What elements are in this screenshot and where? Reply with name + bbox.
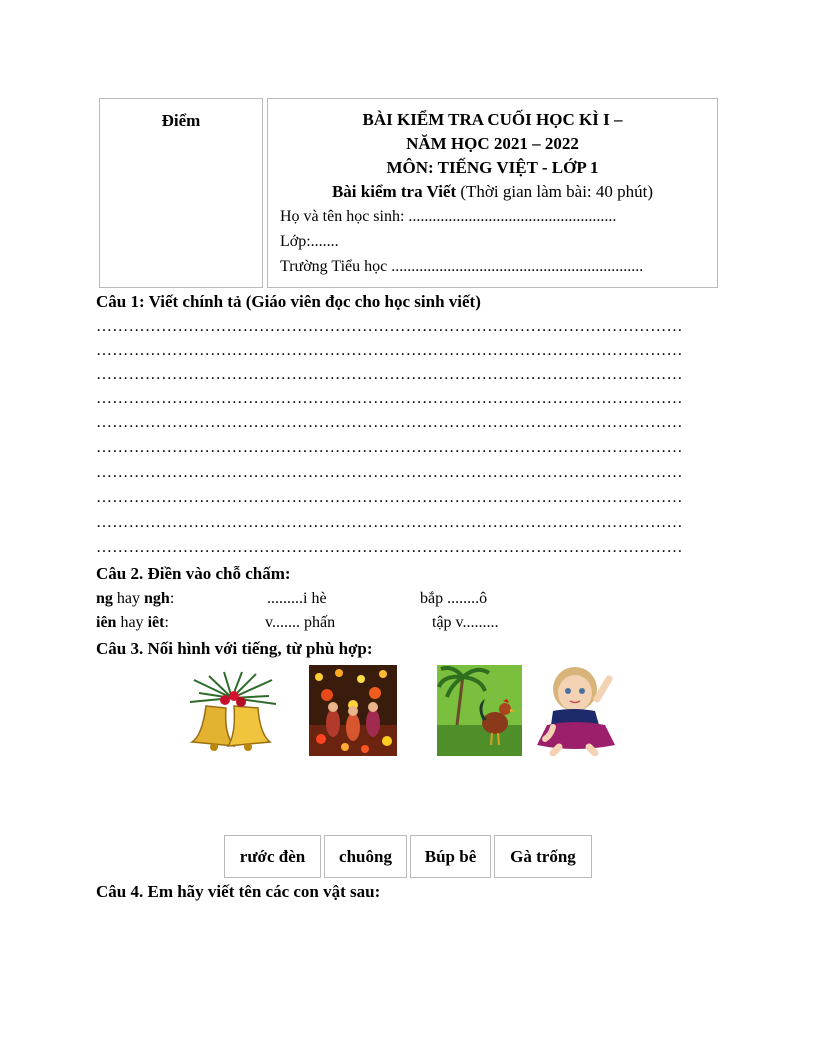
rule-or: hay <box>112 590 145 607</box>
word-box-ga-trong: Gà trống <box>494 835 592 878</box>
writing-line: ……………………………………………………………………………………………… <box>96 366 683 383</box>
rule-ngh: ngh <box>144 590 170 607</box>
student-name-field: Họ và tên học sinh: .................................................... <box>280 208 617 225</box>
bells-image <box>184 668 281 756</box>
rule-ien: iên <box>96 614 117 631</box>
subtitle-rest: (Thời gian làm bài: 40 phút) <box>456 182 654 201</box>
exam-title-line3: MÔN: TIẾNG VIỆT - LỚP 1 <box>386 158 599 177</box>
writing-line: ……………………………………………………………………………………………… <box>96 318 683 335</box>
fill-item: .........i hè <box>267 590 327 607</box>
class-field: Lớp:....... <box>280 233 339 250</box>
subtitle-bold: Bài kiểm tra Viết <box>331 182 457 201</box>
writing-line: ……………………………………………………………………………………………… <box>96 342 683 359</box>
question-4-title: Câu 4. Em hãy viết tên các con vật sau: <box>96 882 381 901</box>
word-box-chuong: chuông <box>324 835 407 878</box>
fill-item: v....... phấn <box>265 614 336 631</box>
doll-image <box>523 665 632 756</box>
score-box <box>99 98 263 288</box>
rule-colon: : <box>164 614 169 631</box>
fill-item: tập v......... <box>432 614 499 631</box>
exam-title-line1: BÀI KIỂM TRA CUỐI HỌC KÌ I – <box>362 110 623 129</box>
rule-ng: ng <box>96 590 113 607</box>
title-box <box>267 98 718 288</box>
fill-row-1-label <box>96 590 174 608</box>
writing-line: ……………………………………………………………………………………………… <box>96 439 683 456</box>
writing-line: ……………………………………………………………………………………………… <box>96 414 683 431</box>
rule-colon: : <box>169 590 175 607</box>
word-box-ruoc-den: rước đèn <box>224 835 321 878</box>
word-box-bup-be: Búp bê <box>410 835 491 878</box>
writing-line: ……………………………………………………………………………………………… <box>96 514 683 531</box>
rule-or: hay <box>116 614 148 631</box>
fill-item: bắp ........ô <box>420 590 488 607</box>
writing-line: ……………………………………………………………………………………………… <box>96 539 683 556</box>
rule-iet: iêt <box>147 614 165 631</box>
fill-row-2-label <box>96 614 169 632</box>
header-table <box>99 98 718 288</box>
score-label: Điểm <box>161 111 201 130</box>
writing-line: ……………………………………………………………………………………………… <box>96 464 683 481</box>
lantern-parade-image <box>309 665 397 756</box>
question-2-title: Câu 2. Điền vào chỗ chấm: <box>96 564 291 583</box>
writing-line: ……………………………………………………………………………………………… <box>96 390 683 407</box>
rooster-image <box>437 665 522 756</box>
exam-title-line2: NĂM HỌC 2021 – 2022 <box>406 134 579 153</box>
exam-subtitle <box>268 180 717 204</box>
writing-line: ……………………………………………………………………………………………… <box>96 489 683 506</box>
question-1-title: Câu 1: Viết chính tả (Giáo viên đọc cho học sinh viết) <box>96 292 481 311</box>
school-field: Trường Tiểu học ............................................................... <box>280 258 644 275</box>
question-3-title: Câu 3. Nối hình với tiếng, từ phù hợp: <box>96 639 373 658</box>
